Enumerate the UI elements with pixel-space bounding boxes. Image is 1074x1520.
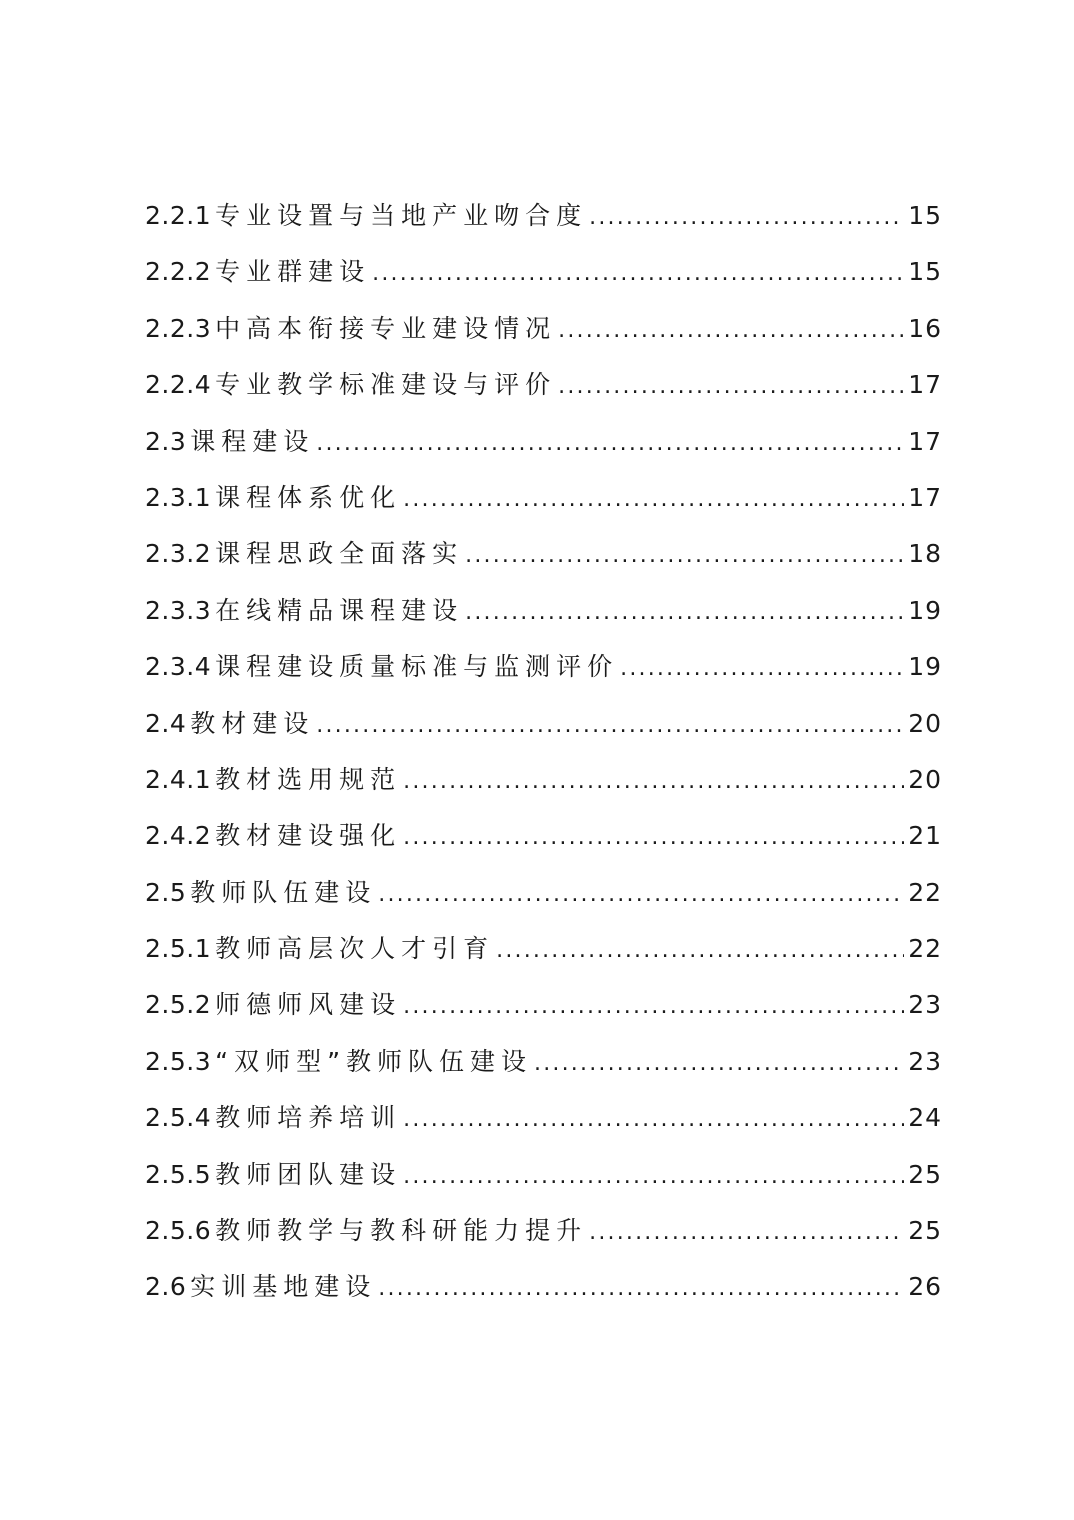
- toc-entry-page: 25: [908, 1159, 942, 1189]
- toc-entry-page: 25: [908, 1216, 942, 1246]
- toc-entry[interactable]: [145, 639, 942, 695]
- toc-entry-title: 课程体系优化: [215, 482, 402, 512]
- toc-entry[interactable]: [145, 865, 942, 921]
- toc-dot-leader: [465, 585, 904, 641]
- toc-entry-number: 2.4.2: [145, 821, 212, 851]
- toc-entry-number: 2.2.4: [145, 370, 212, 400]
- toc-entry-title: 教师教学与教科研能力提升: [215, 1216, 588, 1246]
- table-of-contents: [145, 188, 942, 1316]
- toc-dot-leader: [403, 472, 904, 528]
- toc-entry-title: 教师培养培训: [215, 1103, 402, 1133]
- toc-entry-number: 2.5.5: [145, 1159, 212, 1189]
- toc-entry[interactable]: [145, 696, 942, 752]
- toc-entry-number: 2.3.4: [145, 652, 212, 682]
- toc-entry-page: 15: [908, 201, 942, 230]
- toc-entry-number: 2.2.3: [145, 313, 212, 343]
- toc-entry[interactable]: [145, 808, 942, 864]
- toc-dot-leader: [620, 641, 904, 697]
- toc-dot-leader: [403, 1149, 904, 1205]
- toc-entry[interactable]: [145, 752, 942, 808]
- toc-entry-title: 教师队伍建设: [190, 877, 377, 907]
- toc-entry[interactable]: [145, 1147, 942, 1203]
- toc-entry-page: 19: [908, 652, 942, 682]
- toc-dot-leader: [403, 979, 904, 1035]
- toc-entry[interactable]: [145, 470, 942, 526]
- toc-entry[interactable]: [145, 357, 942, 413]
- toc-entry-title: 教材选用规范: [215, 764, 402, 794]
- toc-entry-number: 2.5.1: [145, 934, 212, 964]
- toc-entry-title: 专业教学标准建设与评价: [215, 370, 557, 400]
- toc-entry-number: 2.5: [145, 877, 187, 907]
- toc-entry-title: 教材建设: [190, 708, 315, 738]
- toc-dot-leader: [403, 754, 904, 810]
- toc-entry-page: 19: [908, 595, 942, 625]
- toc-dot-leader: [372, 246, 904, 302]
- toc-entry-title: 实训基地建设: [190, 1272, 377, 1302]
- toc-dot-leader: [403, 810, 904, 866]
- toc-entry-page: 24: [908, 1103, 942, 1133]
- toc-entry[interactable]: [145, 921, 942, 977]
- toc-entry-title: 专业群建设: [215, 257, 371, 287]
- toc-entry-page: 26: [908, 1272, 942, 1302]
- toc-dot-leader: [403, 1092, 904, 1148]
- toc-dot-leader: [378, 1261, 904, 1317]
- toc-dot-leader: [316, 416, 904, 472]
- toc-entry-number: 2.4.1: [145, 764, 212, 794]
- toc-entry-title: 中高本衔接专业建设情况: [215, 313, 557, 343]
- toc-dot-leader: [316, 698, 904, 754]
- toc-entry[interactable]: [145, 1090, 942, 1146]
- toc-entry-number: 2.5.2: [145, 990, 212, 1020]
- toc-entry[interactable]: [145, 414, 942, 470]
- toc-entry[interactable]: [145, 583, 942, 639]
- toc-entry-number: 2.5.4: [145, 1103, 212, 1133]
- toc-entry-number: 2.5.3: [145, 1046, 212, 1076]
- toc-entry-number: 2.2.2: [145, 257, 212, 287]
- toc-entry-number: 2.3.3: [145, 595, 212, 625]
- toc-entry-page: 23: [908, 1046, 942, 1076]
- toc-entry[interactable]: [145, 301, 942, 357]
- toc-dot-leader: [465, 528, 904, 584]
- toc-entry-page: 20: [908, 708, 942, 738]
- toc-entry-title: 师德师风建设: [215, 990, 402, 1020]
- toc-dot-leader: [558, 303, 904, 359]
- toc-entry-page: 22: [908, 877, 942, 907]
- toc-entry-title: 教师团队建设: [215, 1159, 402, 1189]
- toc-entry-title: 教材建设强化: [215, 821, 402, 851]
- toc-entry[interactable]: [145, 1034, 942, 1090]
- toc-entry-page: 17: [908, 482, 942, 512]
- toc-entry-number: 2.4: [145, 708, 187, 738]
- toc-entry-title: 课程建设质量标准与监测评价: [215, 652, 619, 682]
- toc-entry-title: 课程建设: [190, 426, 315, 456]
- toc-entry[interactable]: [145, 977, 942, 1033]
- toc-entry[interactable]: [145, 1259, 942, 1315]
- toc-entry-page: 15: [908, 257, 942, 287]
- toc-entry[interactable]: [145, 244, 942, 300]
- toc-entry-number: 2.5.6: [145, 1216, 212, 1246]
- toc-dot-leader: [496, 923, 904, 979]
- toc-entry-title: “双师型”教师队伍建设: [215, 1046, 533, 1076]
- toc-entry-page: 17: [908, 370, 942, 400]
- toc-entry[interactable]: [145, 188, 942, 244]
- toc-dot-leader: [589, 1205, 904, 1261]
- toc-entry-page: 17: [908, 426, 942, 456]
- toc-entry-page: 21: [908, 821, 942, 851]
- toc-entry-page: 22: [908, 934, 942, 964]
- toc-entry-title: 教师高层次人才引育: [215, 934, 495, 964]
- toc-entry[interactable]: [145, 1203, 942, 1259]
- toc-entry-title: 在线精品课程建设: [215, 595, 464, 625]
- toc-dot-leader: [378, 867, 904, 923]
- toc-dot-leader: [589, 190, 904, 246]
- toc-entry-page: 20: [908, 764, 942, 794]
- toc-entry-number: 2.2.1: [145, 201, 212, 230]
- toc-entry-title: 专业设置与当地产业吻合度: [215, 201, 588, 230]
- toc-entry-number: 2.3: [145, 426, 187, 456]
- toc-entry-page: 18: [908, 539, 942, 569]
- toc-entry-page: 23: [908, 990, 942, 1020]
- toc-entry[interactable]: [145, 526, 942, 582]
- toc-dot-leader: [558, 359, 904, 415]
- toc-entry-number: 2.3.1: [145, 482, 212, 512]
- toc-entry-number: 2.6: [145, 1272, 187, 1302]
- toc-dot-leader: [534, 1036, 904, 1092]
- toc-entry-number: 2.3.2: [145, 539, 212, 569]
- toc-entry-page: 16: [908, 313, 942, 343]
- toc-entry-title: 课程思政全面落实: [215, 539, 464, 569]
